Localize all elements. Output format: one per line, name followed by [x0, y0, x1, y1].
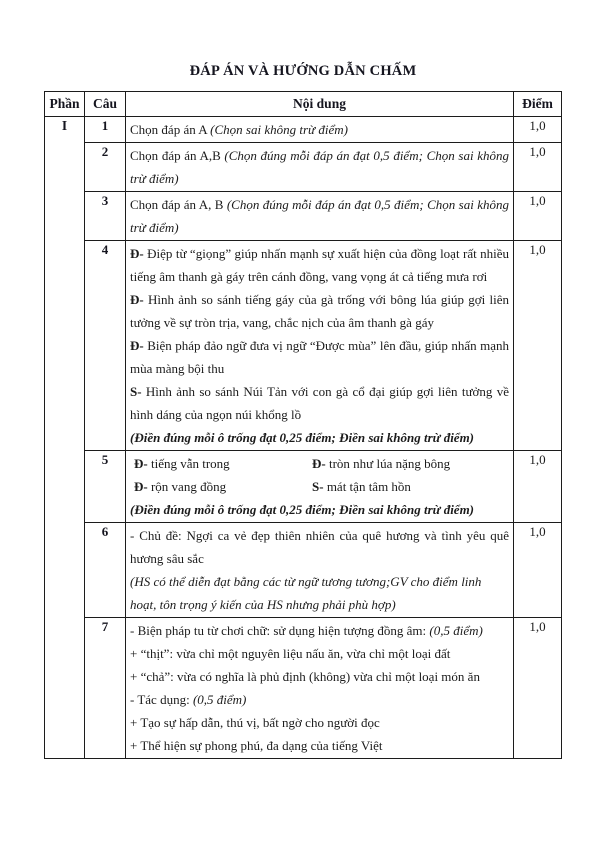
content-paragraph — [130, 711, 509, 734]
text-segment: Hình ảnh so sánh Núi Tản với con gà cổ đại giúp gợi liên tưởng về hình dáng của ngọn núi khổng lồ — [130, 384, 509, 422]
text-segment: (Chọn đúng mỗi đáp án đạt 0,5 điểm; Chọn sai không trừ điểm) — [130, 197, 509, 235]
table-row — [45, 192, 562, 241]
text-segment: (Chọn sai không trừ điểm) — [210, 122, 348, 137]
text-segment: + Thể hiện sự phong phú, đa dạng của tiếng Việt — [130, 738, 383, 753]
text-segment: Chọn đáp án A, B — [130, 197, 227, 212]
answer-key-table — [44, 91, 562, 759]
col-header-cau: Câu — [85, 92, 126, 117]
table-row — [45, 117, 562, 143]
text-segment: rộn vang đồng — [150, 479, 227, 494]
text-segment: Chọn đáp án A — [130, 122, 211, 137]
text-segment: (Điền đúng mỗi ô trống đạt 0,25 điểm; Điền sai không trừ điểm) — [130, 502, 475, 517]
content-paragraph — [130, 193, 509, 239]
cell-cau: 7 — [85, 618, 126, 759]
cell-cau: 2 — [85, 143, 126, 192]
cell-diem: 1,0 — [514, 241, 562, 451]
content-paragraph — [130, 380, 509, 426]
content-paragraph — [130, 734, 509, 757]
content-paragraph — [130, 118, 509, 141]
text-segment: mát tận tâm hồn — [326, 479, 411, 494]
text-segment: (Chọn đúng mỗi đáp án đạt 0,5 điểm; Chọn sai không trừ điểm) — [130, 148, 509, 186]
content-paragraph — [130, 570, 509, 616]
pair-left-item — [134, 475, 312, 498]
table-row — [45, 618, 562, 759]
content-paragraph — [130, 642, 509, 665]
content-paragraph — [130, 426, 509, 449]
content-paragraph — [130, 498, 509, 521]
text-segment: Điệp từ “giọng” giúp nhấn mạnh sự xuất hiện của đồng loạt rất nhiều tiếng âm thanh gà gáy trên cánh đồng, vang vọng át cả tiếng mưa rơi — [130, 246, 510, 284]
text-segment: + “thịt”: vừa chỉ một nguyên liệu nấu ăn, vừa chỉ một loại đất — [130, 646, 451, 661]
cell-noidung — [126, 451, 514, 523]
text-segment: - Biện pháp tu từ chơi chữ: sử dụng hiện tượng đồng âm: — [130, 623, 430, 638]
text-segment: Biện pháp đảo ngữ đưa vị ngữ “Được mùa” lên đầu, giúp nhấn mạnh mùa màng bội thu — [130, 338, 509, 376]
text-segment: tiếng vẫn trong — [150, 456, 230, 471]
cell-diem: 1,0 — [514, 451, 562, 523]
pair-left-item — [134, 452, 312, 475]
text-segment: (HS có thể diễn đạt bằng các từ ngữ tương tương;GV cho điểm linh hoạt, tôn trọng ý kiến của HS nhưng phải phù hợp) — [130, 574, 482, 612]
text-segment: - Chủ đề: Ngợi ca vẻ đẹp thiên nhiên của quê hương và tình yêu quê hương sâu sắc — [130, 528, 509, 566]
cell-diem: 1,0 — [514, 523, 562, 618]
cell-cau: 6 — [85, 523, 126, 618]
answer-marker: Đ- — [130, 246, 148, 261]
content-paragraph — [130, 688, 509, 711]
cell-noidung — [126, 143, 514, 192]
col-header-noidung: Nội dung — [126, 92, 514, 117]
text-segment: Chọn đáp án A,B — [130, 148, 225, 163]
table-row — [45, 241, 562, 451]
col-header-phan: Phần — [45, 92, 85, 117]
cell-noidung — [126, 618, 514, 759]
content-paragraph — [130, 288, 509, 334]
cell-noidung — [126, 241, 514, 451]
cell-cau: 4 — [85, 241, 126, 451]
content-paragraph — [130, 475, 509, 498]
text-segment: tròn như lúa nặng bông — [328, 456, 451, 471]
content-paragraph — [130, 665, 509, 688]
pair-right-item — [312, 452, 509, 475]
answer-marker: Đ- — [312, 456, 329, 471]
content-paragraph — [130, 334, 509, 380]
answer-marker: Đ- — [134, 456, 151, 471]
cell-cau: 5 — [85, 451, 126, 523]
text-segment: - Tác dụng: — [130, 692, 193, 707]
answer-marker: Đ- — [130, 338, 148, 353]
text-segment: Hình ảnh so sánh tiếng gáy của gà trống với bông lúa giúp gợi liên tưởng về sự tròn trịa, vang, chắc nịch của âm thanh gà gáy — [130, 292, 509, 330]
cell-diem: 1,0 — [514, 143, 562, 192]
cell-cau: 3 — [85, 192, 126, 241]
content-paragraph — [130, 452, 509, 475]
document-title: ĐÁP ÁN VÀ HƯỚNG DẪN CHẤM — [189, 63, 417, 79]
table-row — [45, 523, 562, 618]
table-row — [45, 143, 562, 192]
cell-diem: 1,0 — [514, 117, 562, 143]
cell-diem: 1,0 — [514, 192, 562, 241]
cell-cau: 1 — [85, 117, 126, 143]
cell-noidung — [126, 117, 514, 143]
answer-marker: Đ- — [134, 479, 151, 494]
content-paragraph — [130, 144, 509, 190]
answer-marker: S- — [312, 479, 327, 494]
answer-marker: S- — [130, 384, 146, 399]
text-segment: + Tạo sự hấp dẫn, thú vị, bất ngờ cho người đọc — [130, 715, 380, 730]
text-segment: + “chả”: vừa có nghĩa là phủ định (không) vừa chỉ một loại món ăn — [130, 669, 480, 684]
cell-noidung — [126, 523, 514, 618]
cell-diem: 1,0 — [514, 618, 562, 759]
table-header-row — [45, 92, 562, 117]
text-segment: (Điền đúng mỗi ô trống đạt 0,25 điểm; Điền sai không trừ điểm) — [130, 430, 475, 445]
text-segment: (0,5 điểm) — [429, 623, 483, 638]
col-header-diem: Điểm — [514, 92, 562, 117]
content-paragraph — [130, 242, 509, 288]
content-paragraph — [130, 524, 509, 570]
pair-right-item — [312, 475, 509, 498]
content-paragraph — [130, 619, 509, 642]
table-row — [45, 451, 562, 523]
cell-noidung — [126, 192, 514, 241]
answer-marker: Đ- — [130, 292, 148, 307]
cell-phan: I — [45, 117, 85, 759]
text-segment: (0,5 điểm) — [192, 692, 247, 707]
